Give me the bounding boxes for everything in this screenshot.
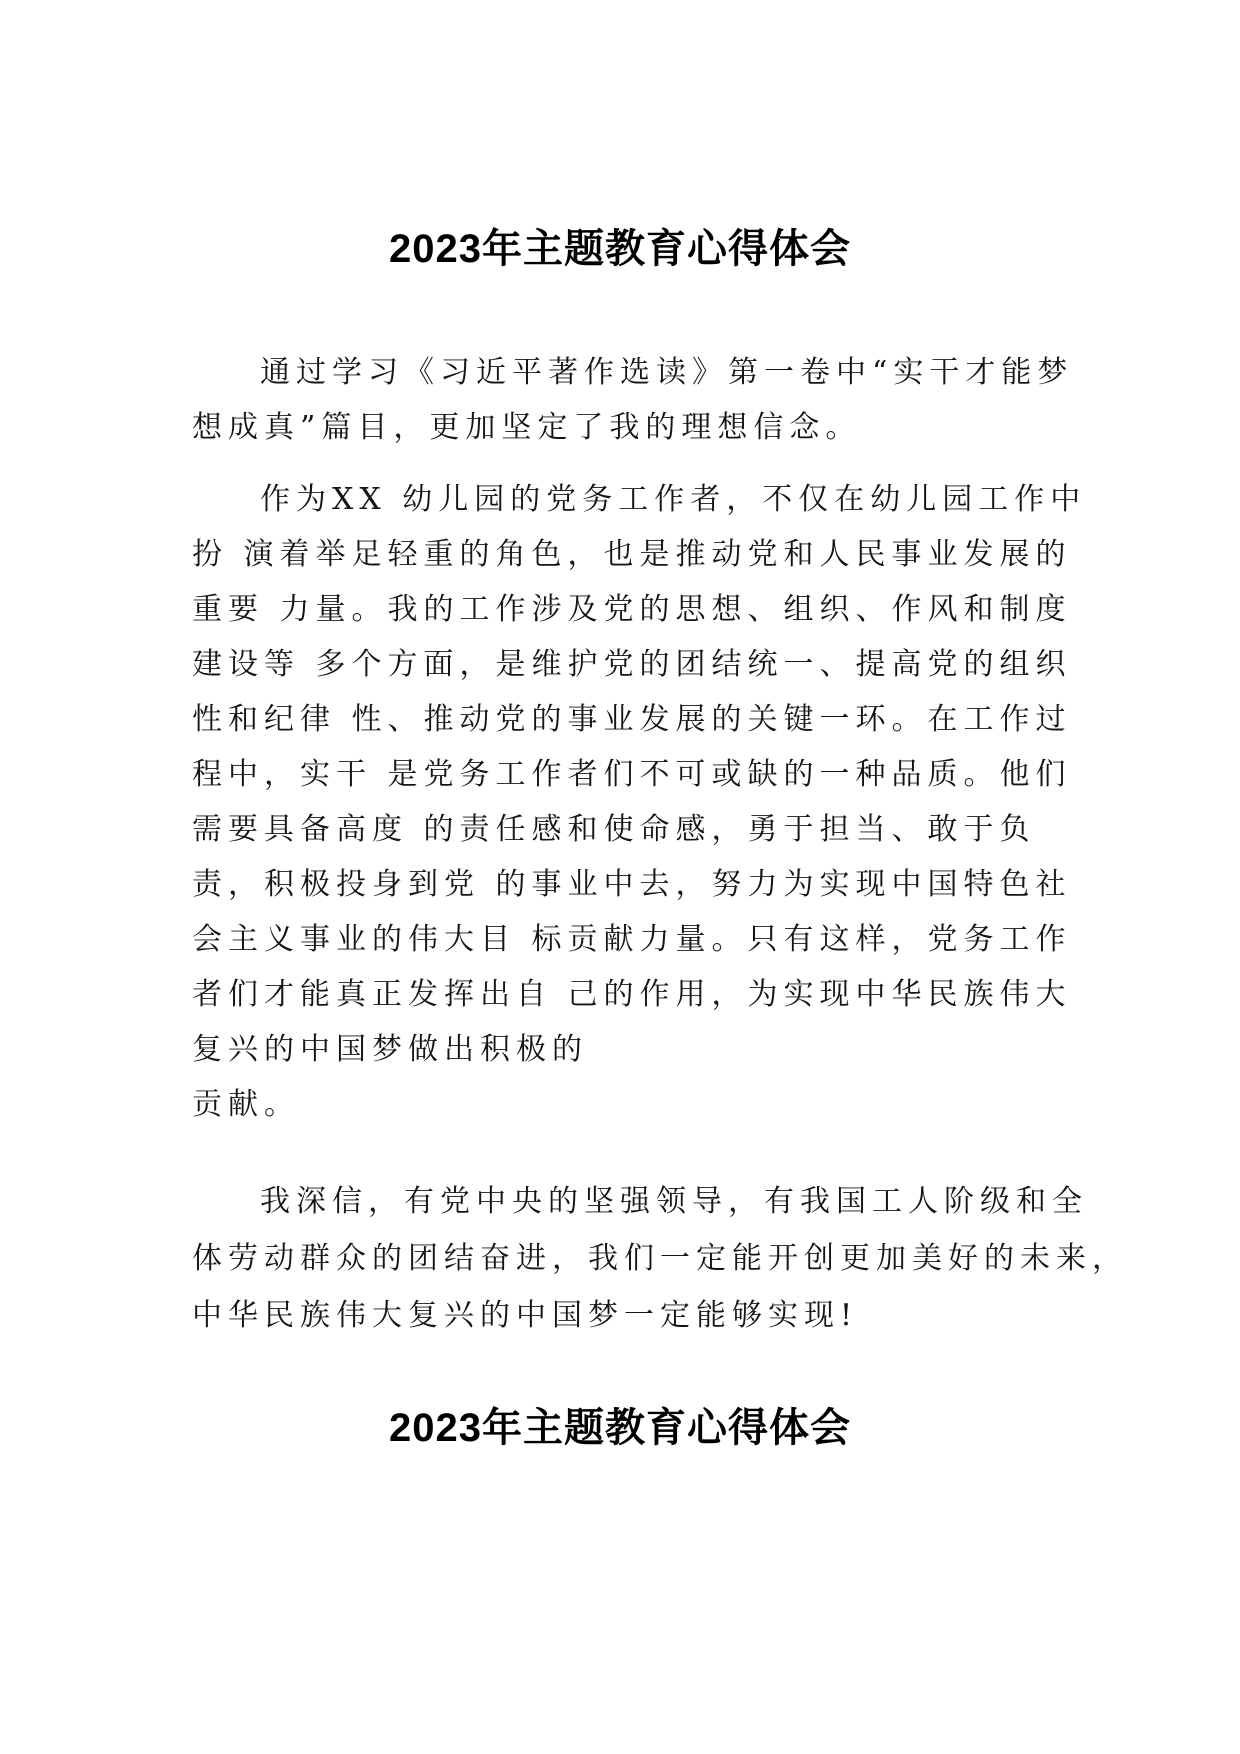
paragraph-line: 我深信，有党中央的坚强领导，有我国工人阶级和全 [260,1184,1088,1219]
paragraph-line: 重要 力量。我的工作涉及党的思想、组织、作风和制度 [192,592,1072,627]
paragraph-line: 建设等 多个方面，是维护党的团结统一、提高党的组织 [192,647,1072,682]
paragraph-line: 中华民族伟大复兴的中国梦一定能够实现! [192,1298,859,1333]
paragraph-line: 贡献。 [192,1087,300,1122]
paragraph-3 [192,1173,1128,1344]
paragraph-line: 责，积极投身到党 的事业中去，努力为实现中国特色社 [192,867,1072,902]
paragraph-2 [192,472,1087,1132]
second-document-title: 2023年主题教育心得体会 [389,1406,851,1450]
paragraph-line: 体劳动群众的团结奋进，我们一定能开创更加美好的未来， [192,1241,1128,1276]
paragraph-1 [192,345,1074,455]
paragraph-line: 想成真”篇目，更加坚定了我的理想信念。 [192,410,862,445]
paragraph-line: 性和纪律 性、推动党的事业发展的关键一环。在工作过 [192,702,1072,737]
paragraph-line: 作为XX 幼儿园的党务工作者，不仅在幼儿园工作中 [260,482,1087,517]
paragraph-line: 会主义事业的伟大目 标贡献力量。只有这样，党务工作 [192,922,1072,957]
paragraph-line: 需要具备高度 的责任感和使命感，勇于担当、敢于负 [192,812,1036,847]
paragraph-line: 程中，实干 是党务工作者们不可或缺的一种品质。他们 [192,757,1072,792]
paragraph-line: 通过学习《习近平著作选读》第一卷中“实干才能梦 [260,355,1074,390]
paragraph-line: 扮 演着举足轻重的角色，也是推动党和人民事业发展的 [192,537,1072,572]
paragraph-line: 者们才能真正发挥出自 己的作用，为实现中华民族伟大 [192,977,1072,1012]
document-title: 2023年主题教育心得体会 [389,227,851,271]
paragraph-line: 复兴的中国梦做出积极的 [192,1032,588,1067]
